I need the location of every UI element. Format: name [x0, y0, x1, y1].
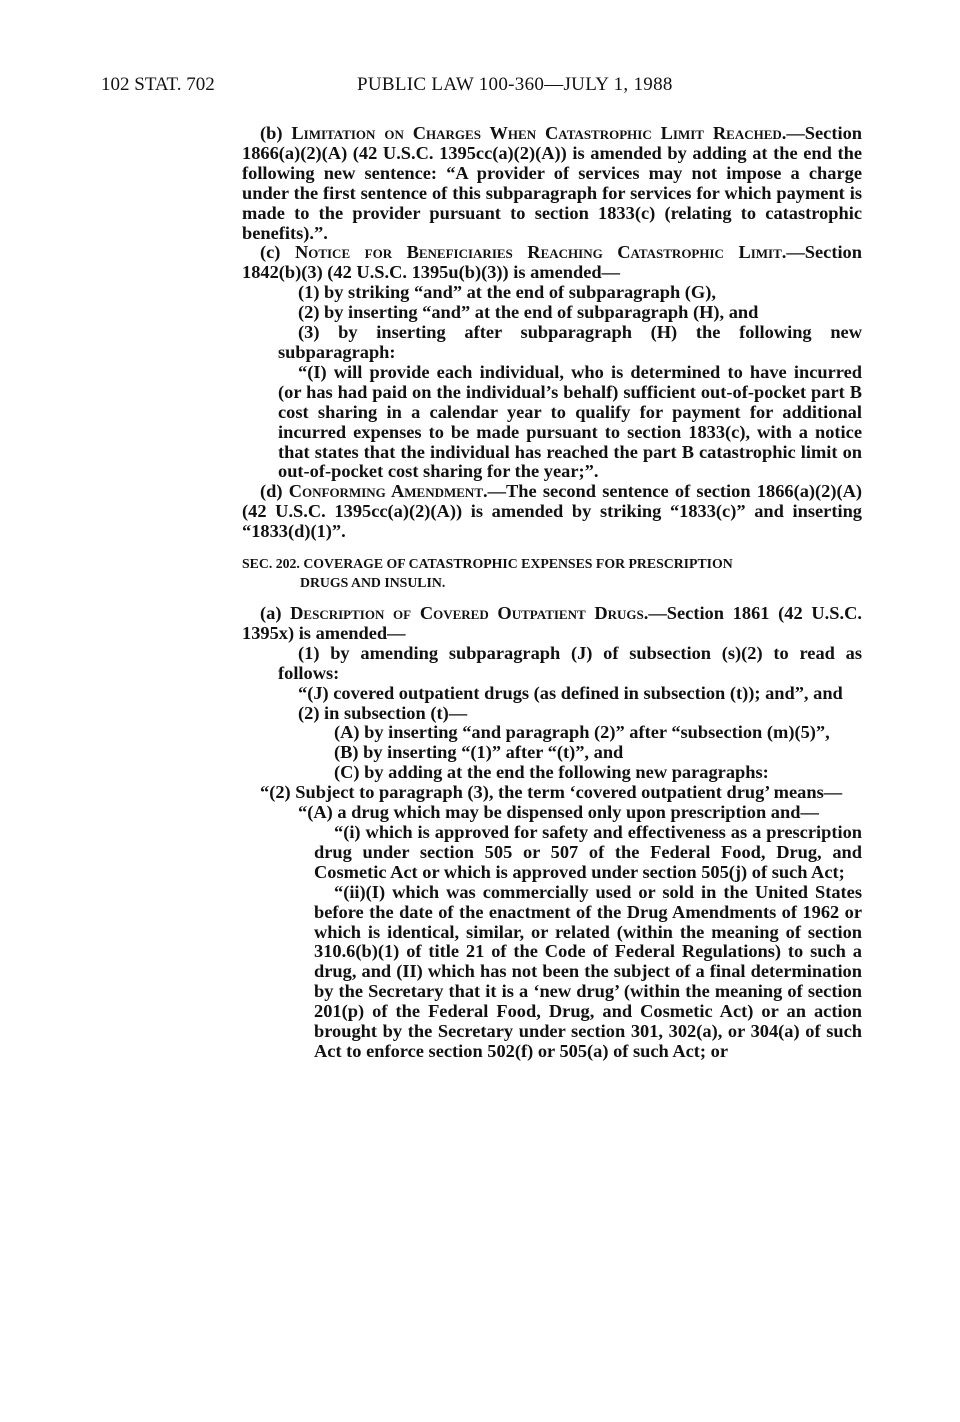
quoted-subparagraph-i: “(I) will provide each individual, who is determined to have incurred (or has had paid on the individual’s behalf) sufficient out-of-pocket part B cost sharing in a calendar year to qualify for payment for additional incurred expenses to be made pursuant to section 1833(c), with a notice that states that the individual has reached the part B catastrophic limit on out-of-pocket cost sharing for the year;”.	[278, 361, 862, 482]
subparagraph-a2a: (A) by inserting “and paragraph (2)” after “subsection (m)(5)”,	[334, 722, 830, 743]
law-title: PUBLIC LAW 100-360—JULY 1, 1988	[357, 74, 673, 95]
quoted-paragraph-2: “(2) Subject to paragraph (3), the term ‘covered outpatient drug’ means—	[260, 782, 843, 803]
subsection-a: (a) Description of Covered Outpatient Drugs.—Section 1861 (42 U.S.C. 1395x) is amended—	[242, 603, 862, 643]
document-body	[242, 124, 862, 1062]
subsection-a-heading: Description of Covered Outpatient Drugs.	[290, 603, 649, 624]
subparagraph-a2c: (C) by adding at the end the following new paragraphs:	[334, 762, 769, 783]
subsection-d-heading: Conforming Amendment.	[288, 481, 488, 502]
paragraph-a2: (2) in subsection (t)—	[298, 702, 468, 723]
paragraph-c3: (3) by inserting after subparagraph (H) the following new subparagraph:	[278, 322, 862, 362]
subsection-c: (c) Notice for Beneficiaries Reaching Catastrophic Limit.—Section 1842(b)(3) (42 U.S.C. 1395u(b)(3)) is amended—	[242, 242, 862, 283]
quoted-clause-ii: “(ii)(I) which was commercially used or sold in the United States before the date of the enactment of the Drug Amendments of 1962 or which is identical, similar, or related (within the meaning of section 310.6(b)(1) of title 21 of the Code of Federal Regulations) to such a drug, and (II) which has not been the subject of a final determination by the Secretary that it is a ‘new drug’ (within the meaning of section 201(p) of the Federal Food, Drug, and Cosmetic Act) or an action brought by the Secretary under section 301, 302(a), or 304(a) of such Act to enforce section 502(f) or 505(a) of such Act; or	[314, 881, 862, 1061]
paragraph-c1: (1) by striking “and” at the end of subparagraph (G),	[298, 282, 716, 303]
quoted-subparagraph-a: “(A) a drug which may be dispensed only upon prescription and—	[298, 802, 819, 823]
subsection-b-heading: Limitation on Charges When Catastrophic Limit Reached.	[291, 123, 787, 143]
paragraph-a1: (1) by amending subparagraph (J) of subsection (s)(2) to read as follows:	[278, 642, 862, 683]
subsection-b: (b) Limitation on Charges When Catastrophic Limit Reached.—Section 1866(a)(2)(A) (42 U.S.C. 1395cc(a)(2)(A)) is amended by adding at the end the following new sentence: “A provider of services may not impose a charge under the first sentence of this subparagraph for services for which payment is made to the provider pursuant to section 1833(c) (relating to catastrophic benefits).”.	[242, 123, 862, 243]
subsection-d: (d) Conforming Amendment.—The second sentence of section 1866(a)(2)(A) (42 U.S.C. 1395cc(a)(2)(A)) is amended by striking “1833(c)” and inserting “1833(d)(1)”.	[242, 481, 862, 542]
page-header	[101, 74, 861, 104]
subsection-c-heading: Notice for Beneficiaries Reaching Catastrophic Limit.	[294, 242, 787, 263]
quoted-subparagraph-j: “(J) covered outpatient drugs (as defined in subsection (t)); and”, and	[298, 682, 843, 703]
subparagraph-a2b: (B) by inserting “(1)” after “(t)”, and	[334, 742, 624, 763]
page-reference: 102 STAT. 702	[101, 74, 215, 95]
paragraph-c2: (2) by inserting “and” at the end of subparagraph (H), and	[298, 302, 759, 323]
section-202-heading: SEC. 202. COVERAGE OF CATASTROPHIC EXPENSES FOR PRESCRIPTION DRUGS AND INSULIN.	[242, 556, 733, 591]
quoted-clause-i: “(i) which is approved for safety and effectiveness as a prescription drug under section 505 or 507 of the Federal Food, Drug, and Cosmetic Act or which is approved under section 505(j) of such Act;	[314, 822, 862, 882]
